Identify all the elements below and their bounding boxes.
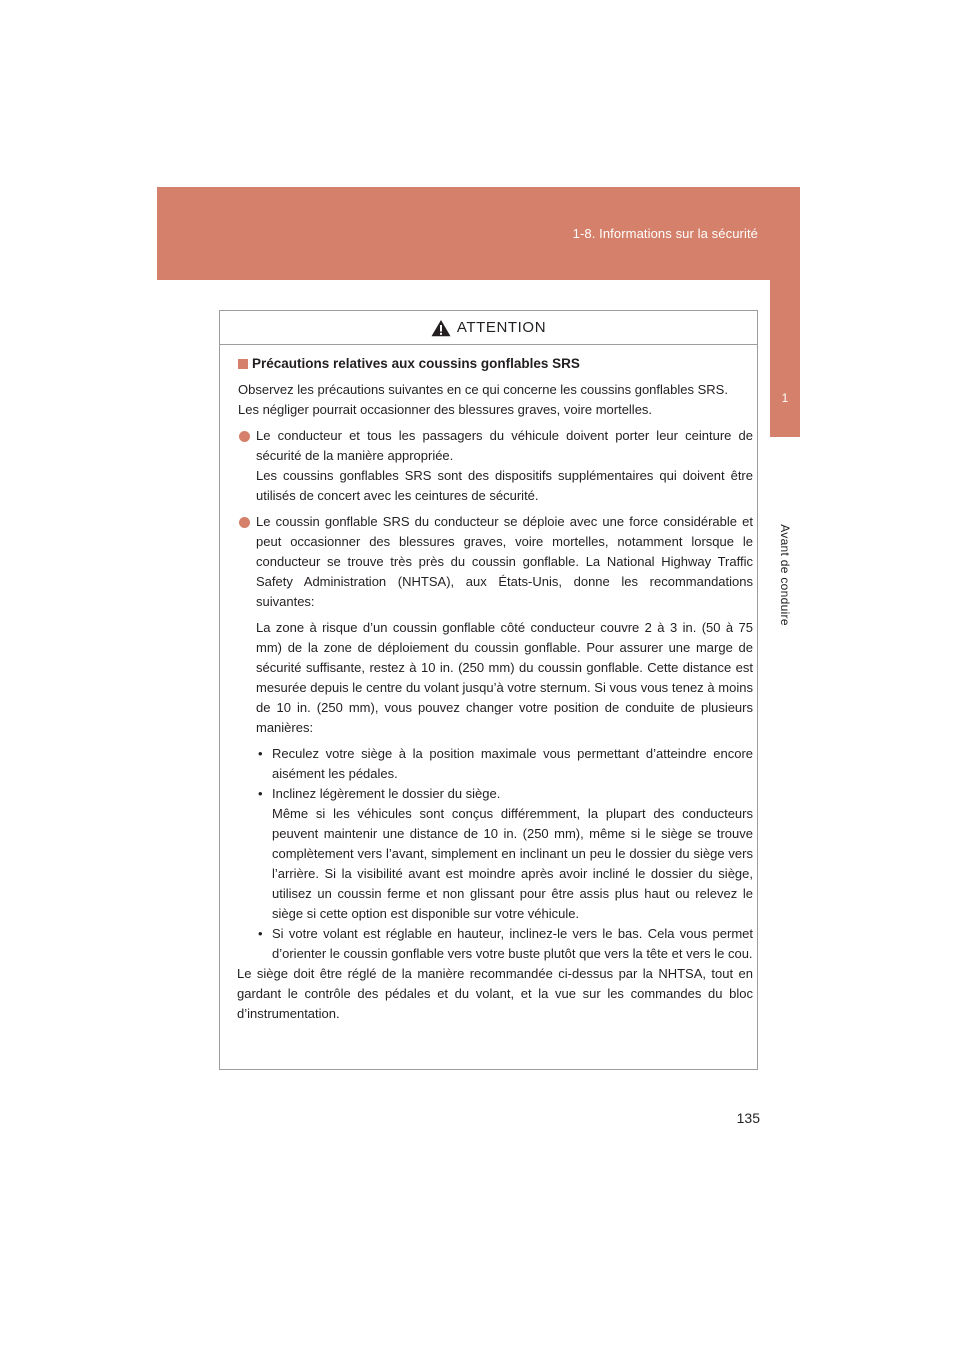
- sub-list-item: [258, 744, 753, 784]
- section-header-title: 1-8. Informations sur la sécurité: [572, 226, 758, 241]
- recommendation-text: La zone à risque d’un coussin gonflable côté conducteur couvre 2 à 3 in. (50 à 75 mm) de la zone de déploiement du coussin gonflable. Pour assurer une marge de sécurité suffisante, restez à 10 in. (250 mm) du coussin gonflable. Cette distance est mesurée depuis le centre du volant jusqu’à votre sternum. Si vous vous tenez à moins de 10 in. (250 mm), vous pouvez changer votre position de conduite de plusieurs manières:: [256, 620, 753, 735]
- sub-bullet: •: [258, 926, 263, 941]
- intro-paragraph-2: Les négliger pourrait occasionner des blessures graves, voire mortelles.: [238, 402, 653, 417]
- warning-title: ATTENTION: [456, 319, 547, 336]
- list-item: [238, 426, 753, 506]
- list-item: [238, 512, 753, 612]
- intro: [238, 380, 753, 420]
- sub-list-item-text: Si votre volant est réglable en hauteur, inclinez-le vers le bas. Cela vous permet d’orienter le coussin gonflable vers votre buste plutôt que vers la tête et vers le cou.: [272, 926, 753, 961]
- sub-bullet: •: [258, 786, 263, 801]
- sub-list-item: [258, 784, 753, 924]
- chapter-tab: [770, 280, 800, 437]
- section-title: [238, 354, 753, 374]
- intro-paragraph-1: Observez les précautions suivantes en ce qui concerne les coussins gonflables SRS.: [238, 382, 728, 397]
- chapter-label-text: Avant de conduire: [778, 524, 792, 626]
- round-bullet-icon: [239, 431, 250, 442]
- list-item-text: Le coussin gonflable SRS du conducteur se déploie avec une force considérable et peut occasionner des blessures graves, voire mortelles, notamment lorsque le conducteur se trouve très près du coussin gonflable. La National Highway Traffic Safety Administration (NHTSA), aux États-Unis, donne les recommandations suivantes:: [256, 514, 753, 609]
- warning-body: [220, 345, 757, 1024]
- warning-box: [219, 310, 758, 1070]
- section-title-text: Précautions relatives aux coussins gonflables SRS: [252, 356, 580, 371]
- sub-bullet: •: [258, 746, 263, 761]
- sub-list-item-text: Inclinez légèrement le dossier du siège.: [272, 786, 501, 801]
- list-item-text: Le conducteur et tous les passagers du véhicule doivent porter leur ceinture de sécurité de la manière appropriée.: [256, 428, 753, 463]
- list-item-text: Les coussins gonflables SRS sont des dispositifs supplémentaires qui doivent être utilisés de concert avec les ceintures de sécurité.: [256, 468, 753, 503]
- warning-triangle-icon: [431, 319, 451, 337]
- sub-list-item-detail: Même si les véhicules sont conçus différemment, la plupart des conducteurs peuvent maintenir une distance de 10 in. (250 mm), même si le siège se trouve complètement vers l’avant, simplement en inclinant un peu le dossier du siège vers l’arrière. Si la visibilité avant est moindre après avoir incliné le dossier du siège, utilisez un coussin ferme et non glissant pour être assis plus haut ou relevez le siège si cette option est disponible sur votre véhicule.: [272, 806, 753, 921]
- round-bullet-icon: [239, 517, 250, 528]
- sub-list: [238, 744, 753, 964]
- square-bullet-icon: [238, 359, 248, 369]
- chapter-label: [770, 520, 800, 630]
- warning-header: [220, 311, 757, 345]
- page-number: 135: [736, 1110, 760, 1126]
- final-paragraph: Le siège doit être réglé de la manière recommandée ci-dessus par la NHTSA, tout en gardant le contrôle des pédales et du volant, et la vue sur les commandes du bloc d’instrumentation.: [237, 966, 753, 1021]
- sub-list-item-text: Reculez votre siège à la position maximale vous permettant d’atteindre encore aisément les pédales.: [272, 746, 753, 781]
- recommendation-paragraph: [238, 618, 753, 738]
- header-band: [157, 187, 800, 280]
- sub-list-item: [258, 924, 753, 964]
- chapter-number: 1: [781, 391, 789, 405]
